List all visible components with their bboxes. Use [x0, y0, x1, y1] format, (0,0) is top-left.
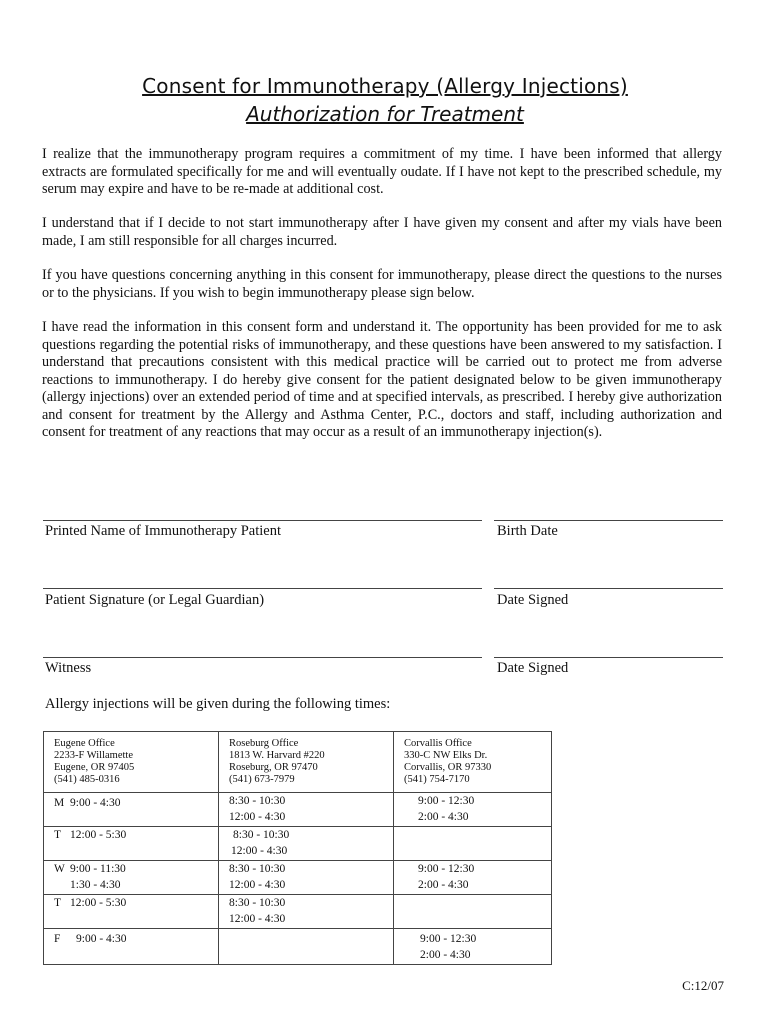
- office-header-row: [44, 732, 552, 793]
- date-signed-label-1: Date Signed: [497, 592, 569, 608]
- schedule-intro: Allergy injections will be given during the following times:: [45, 696, 391, 712]
- table-row: M 9:00 - 4:30 8:30 - 10:30 12:00 - 4:30 9:00 - 12:30 2:00 - 4:30: [44, 793, 552, 827]
- birth-date-label: Birth Date: [497, 523, 558, 539]
- table-row: W 9:00 - 11:30 1:30 - 4:30 8:30 - 10:30 12:00 - 4:30 9:00 - 12:30 2:00 - 4:30: [44, 861, 552, 895]
- office-eugene: Eugene Office 2233-F Willamette Eugene, OR 97405 (541) 485-0316: [44, 732, 219, 793]
- birth-date-line[interactable]: [494, 520, 723, 521]
- schedule-table: [43, 731, 552, 965]
- date-signed-line-2[interactable]: [494, 657, 723, 658]
- patient-signature-label: Patient Signature (or Legal Guardian): [45, 592, 265, 608]
- paragraph-charges: I understand that if I decide to not start immunotherapy after I have given my consent and after my vials have been made, I am still responsible for all charges incurred.: [42, 215, 722, 249]
- witness-label: Witness: [45, 660, 92, 676]
- paragraph-questions: If you have questions concerning anything in this consent for immunotherapy, please direct the questions to the nurses or to the physicians. If you wish to begin immunotherapy please sign below.: [42, 267, 722, 301]
- table-row: T 12:00 - 5:30 8:30 - 10:30 12:00 - 4:30: [44, 827, 552, 861]
- paragraph-commitment: I realize that the immunotherapy program requires a commitment of my time. I have been informed that allergy extracts are formulated specifically for me and will eventually oudate. If I have not kept to the prescribed schedule, my serum may expire and have to be re-made at additional cost.: [42, 146, 722, 197]
- form-subtitle: Authorization for Treatment: [246, 102, 524, 126]
- form-title: Consent for Immunotherapy (Allergy Injections): [142, 74, 628, 98]
- table-row: T 12:00 - 5:30 8:30 - 10:30 12:00 - 4:30: [44, 895, 552, 929]
- date-signed-label-2: Date Signed: [497, 660, 569, 676]
- form-code: C:12/07: [682, 978, 724, 993]
- office-roseburg: Roseburg Office 1813 W. Harvard #220 Roseburg, OR 97470 (541) 673-7979: [219, 732, 394, 793]
- date-signed-line-1[interactable]: [494, 588, 723, 589]
- patient-signature-line[interactable]: [43, 588, 482, 589]
- patient-name-label: Printed Name of Immunotherapy Patient: [45, 523, 281, 539]
- witness-line[interactable]: [43, 657, 482, 658]
- office-corvallis: Corvallis Office 330-C NW Elks Dr. Corvallis, OR 97330 (541) 754-7170: [394, 732, 552, 793]
- patient-name-line[interactable]: [43, 520, 482, 521]
- paragraph-consent: I have read the information in this consent form and understand it. The opportunity has been provided for me to ask questions regarding the potential risks of immunotherapy, and these questions have been answered to my satisfaction. I understand that precautions consistent with this medical practice will be carried out to protect me from adverse reactions to immunotherapy. I do hereby give consent for the patient designated below to be given immunotherapy (allergy injections) over an extended period of time and at specified intervals, as prescribed. I hereby give authorization and consent for treatment by the Allergy and Asthma Center, P.C., doctors and staff, including authorization and consent for treatment of any reactions that may occur as a result of an immunotherapy injection(s).: [42, 319, 722, 440]
- table-row: F 9:00 - 4:30 9:00 - 12:30 2:00 - 4:30: [44, 929, 552, 965]
